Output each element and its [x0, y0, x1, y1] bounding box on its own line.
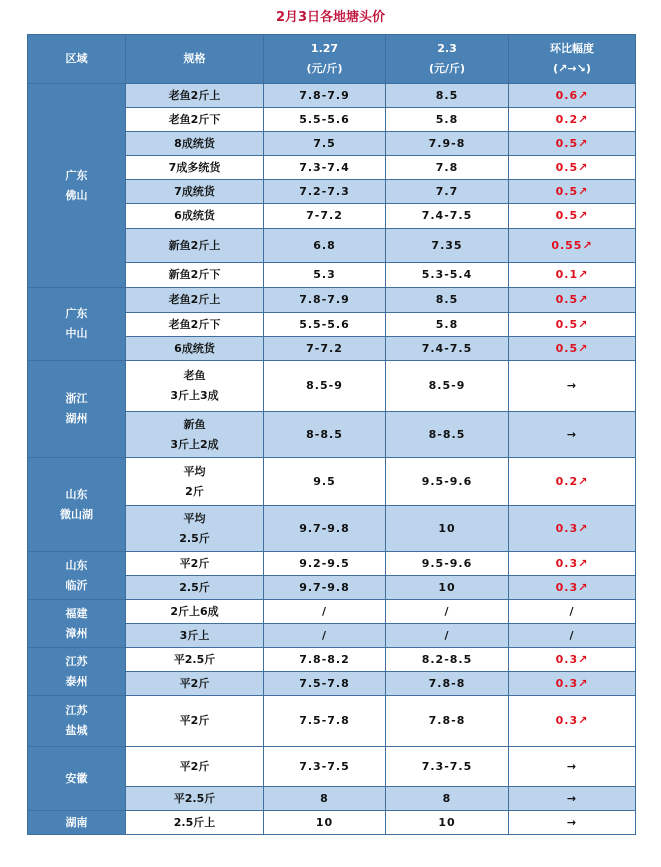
- spec-text: 6成统货: [174, 341, 215, 355]
- header-spec: 规格: [126, 35, 264, 84]
- spec-cell: [126, 747, 264, 787]
- change-cell: 0.3↗: [509, 672, 636, 696]
- region-line2: 佛山: [65, 188, 88, 202]
- price-127-cell: 9.5: [264, 458, 386, 506]
- price-table: [27, 34, 636, 835]
- region-line1: 湖南: [65, 815, 88, 829]
- price-127-cell: 7.5: [264, 132, 386, 156]
- region-line1: 江苏: [65, 704, 88, 718]
- change-cell: 0.5↗: [509, 288, 636, 313]
- table-row: [28, 288, 636, 313]
- change-cell: →: [509, 787, 636, 811]
- spec-cell: [126, 458, 264, 506]
- region-cell: [28, 84, 126, 288]
- change-cell: 0.3↗: [509, 552, 636, 576]
- change-cell: 0.5↗: [509, 204, 636, 229]
- spec-text: 7成多统货: [168, 160, 221, 174]
- price-23-cell: 8.5: [386, 84, 509, 108]
- spec-text: 新鱼: [183, 417, 206, 431]
- spec-text: 平2斤: [179, 556, 210, 570]
- change-cell: 0.5↗: [509, 156, 636, 180]
- region-line1: 浙江: [65, 392, 88, 406]
- change-cell: 0.1↗: [509, 263, 636, 288]
- price-23-cell: 8: [386, 787, 509, 811]
- spec-cell: [126, 156, 264, 180]
- price-127-cell: 10: [264, 811, 386, 835]
- region-cell: [28, 361, 126, 458]
- spec-text-line2: 3斤上2成: [170, 437, 219, 451]
- price-23-cell: 10: [386, 506, 509, 552]
- price-127-cell: 9.2-9.5: [264, 552, 386, 576]
- header-change-label: 环比幅度: [550, 42, 594, 56]
- header-price-23: [386, 35, 509, 84]
- spec-text: 7成统货: [174, 184, 215, 198]
- spec-cell: [126, 412, 264, 458]
- region-line1: 福建: [65, 606, 88, 620]
- spec-text: 新鱼2斤上: [168, 238, 221, 252]
- table-row: [28, 696, 636, 747]
- change-cell: 0.5↗: [509, 313, 636, 337]
- change-cell: 0.3↗: [509, 696, 636, 747]
- region-line2: 泰州: [65, 674, 88, 688]
- spec-text: 平均: [183, 511, 206, 525]
- price-23-cell: 7.8: [386, 156, 509, 180]
- spec-text: 2.5斤: [179, 580, 210, 594]
- price-23-cell: 10: [386, 576, 509, 600]
- price-127-cell: 7.8-7.9: [264, 288, 386, 313]
- price-23-cell: 5.3-5.4: [386, 263, 509, 288]
- price-127-cell: 7.8-7.9: [264, 84, 386, 108]
- price-23-cell: 7.8-8: [386, 672, 509, 696]
- price-127-cell: 7.3-7.4: [264, 156, 386, 180]
- table-row: [28, 648, 636, 672]
- region-line1: 广东: [65, 307, 88, 321]
- region-line2: 漳州: [65, 626, 88, 640]
- region-line2: 临沂: [65, 578, 88, 592]
- price-23-cell: 7.7: [386, 180, 509, 204]
- price-23-cell: 9.5-9.6: [386, 458, 509, 506]
- region-line1: 山东: [65, 558, 88, 572]
- spec-cell: [126, 811, 264, 835]
- spec-text: 8成统货: [174, 136, 215, 150]
- spec-cell: [126, 576, 264, 600]
- table-row: [28, 361, 636, 412]
- region-line2: 盐城: [65, 724, 88, 737]
- spec-text: 平2斤: [179, 759, 210, 773]
- price-127-cell: 6.8: [264, 229, 386, 263]
- price-23-cell: 7.4-7.5: [386, 337, 509, 361]
- spec-cell: [126, 648, 264, 672]
- header-change-sub: (↗→↘): [553, 62, 591, 75]
- change-cell: →: [509, 811, 636, 835]
- price-23-cell: 8-8.5: [386, 412, 509, 458]
- spec-text: 3斤上: [179, 628, 210, 642]
- spec-text: 6成统货: [174, 209, 215, 223]
- spec-cell: [126, 672, 264, 696]
- change-cell: 0.5↗: [509, 180, 636, 204]
- change-cell: →: [509, 412, 636, 458]
- price-23-cell: /: [386, 624, 509, 648]
- price-127-cell: 5.5-5.6: [264, 313, 386, 337]
- spec-cell: [126, 313, 264, 337]
- region-cell: [28, 811, 126, 835]
- spec-text-line2: 2.5斤: [179, 531, 210, 545]
- price-23-cell: 7.8-8: [386, 696, 509, 747]
- change-cell: 0.5↗: [509, 132, 636, 156]
- header-price-127: [264, 35, 386, 84]
- header-change: [509, 35, 636, 84]
- spec-cell: [126, 361, 264, 412]
- region-line1: 江苏: [65, 654, 88, 668]
- spec-cell: [126, 204, 264, 229]
- region-line1: 广东: [65, 168, 88, 182]
- table-header-row: [28, 35, 636, 84]
- spec-text: 平2斤: [179, 714, 210, 728]
- price-23-cell: 10: [386, 811, 509, 835]
- price-127-cell: 5.5-5.6: [264, 108, 386, 132]
- table-row: [28, 84, 636, 108]
- price-127-cell: 7-7.2: [264, 204, 386, 229]
- price-23-cell: 9.5-9.6: [386, 552, 509, 576]
- header-23-date: 2.3: [437, 42, 457, 56]
- header-127-date: 1.27: [310, 42, 339, 56]
- price-23-cell: /: [386, 600, 509, 624]
- spec-cell: [126, 696, 264, 747]
- spec-text: 老鱼2斤下: [168, 317, 221, 331]
- table-row: [28, 600, 636, 624]
- spec-cell: [126, 552, 264, 576]
- spec-cell: [126, 506, 264, 552]
- price-23-cell: 8.2-8.5: [386, 648, 509, 672]
- region-line1: 山东: [65, 487, 88, 501]
- header-23-unit: (元/斤): [428, 62, 466, 75]
- change-cell: 0.2↗: [509, 108, 636, 132]
- spec-text-line2: 3斤上3成: [170, 389, 219, 402]
- price-127-cell: 7.2-7.3: [264, 180, 386, 204]
- price-127-cell: 8-8.5: [264, 412, 386, 458]
- spec-text: 2.5斤上: [173, 815, 216, 829]
- change-cell: /: [509, 624, 636, 648]
- change-cell: 0.2↗: [509, 458, 636, 506]
- price-23-cell: 7.3-7.5: [386, 747, 509, 787]
- change-cell: 0.3↗: [509, 576, 636, 600]
- price-23-cell: 8.5: [386, 288, 509, 313]
- region-line2: 微山湖: [60, 507, 93, 521]
- spec-text: 新鱼2斤下: [168, 268, 221, 282]
- spec-text: 平均: [183, 464, 206, 478]
- price-127-cell: 8: [264, 787, 386, 811]
- region-cell: [28, 552, 126, 600]
- spec-text: 平2斤: [179, 676, 210, 690]
- spec-text: 老鱼2斤下: [168, 112, 221, 126]
- change-cell: →: [509, 361, 636, 412]
- price-127-cell: 7.5-7.8: [264, 672, 386, 696]
- spec-cell: [126, 600, 264, 624]
- spec-cell: [126, 229, 264, 263]
- change-cell: 0.3↗: [509, 648, 636, 672]
- change-cell: 0.6↗: [509, 84, 636, 108]
- spec-text: 老鱼2斤上: [168, 293, 221, 307]
- price-127-cell: /: [264, 624, 386, 648]
- change-cell: 0.55↗: [509, 229, 636, 263]
- spec-cell: [126, 84, 264, 108]
- price-127-cell: 7.5-7.8: [264, 696, 386, 747]
- change-cell: 0.3↗: [509, 506, 636, 552]
- region-cell: [28, 600, 126, 648]
- price-127-cell: 5.3: [264, 263, 386, 288]
- region-line2: 湖州: [65, 412, 88, 425]
- price-23-cell: 5.8: [386, 313, 509, 337]
- spec-cell: [126, 108, 264, 132]
- table-row: [28, 747, 636, 787]
- region-cell: [28, 696, 126, 747]
- spec-text: 平2.5斤: [173, 652, 216, 666]
- region-line1: 安徽: [65, 771, 88, 785]
- spec-text: 老鱼2斤上: [168, 88, 221, 102]
- price-127-cell: 7.8-8.2: [264, 648, 386, 672]
- spec-text: 平2.5斤: [173, 791, 216, 805]
- spec-text: 2斤上6成: [170, 604, 219, 618]
- table-row: [28, 811, 636, 835]
- price-127-cell: /: [264, 600, 386, 624]
- header-127-unit: (元/斤): [306, 62, 343, 75]
- price-127-cell: 7-7.2: [264, 337, 386, 361]
- change-cell: →: [509, 747, 636, 787]
- price-127-cell: 7.3-7.5: [264, 747, 386, 787]
- region-line2: 中山: [65, 327, 88, 340]
- region-cell: [28, 458, 126, 552]
- spec-cell: [126, 263, 264, 288]
- spec-text-line2: 2斤: [185, 484, 204, 498]
- spec-cell: [126, 180, 264, 204]
- price-23-cell: 7.9-8: [386, 132, 509, 156]
- table-row: [28, 458, 636, 506]
- change-cell: 0.5↗: [509, 337, 636, 361]
- spec-text: 老鱼: [183, 369, 206, 383]
- spec-cell: [126, 624, 264, 648]
- price-23-cell: 7.4-7.5: [386, 204, 509, 229]
- header-region: 区域: [28, 35, 126, 84]
- region-cell: [28, 648, 126, 696]
- region-cell: [28, 288, 126, 361]
- price-23-cell: 5.8: [386, 108, 509, 132]
- table-row: [28, 552, 636, 576]
- region-cell: [28, 747, 126, 811]
- spec-cell: [126, 288, 264, 313]
- price-23-cell: 8.5-9: [386, 361, 509, 412]
- price-127-cell: 9.7-9.8: [264, 576, 386, 600]
- page-title: 2月3日各地塘头价: [275, 10, 386, 25]
- spec-cell: [126, 132, 264, 156]
- price-127-cell: 9.7-9.8: [264, 506, 386, 552]
- price-127-cell: 8.5-9: [264, 361, 386, 412]
- spec-cell: [126, 787, 264, 811]
- change-cell: /: [509, 600, 636, 624]
- spec-cell: [126, 337, 264, 361]
- price-23-cell: 7.35: [386, 229, 509, 263]
